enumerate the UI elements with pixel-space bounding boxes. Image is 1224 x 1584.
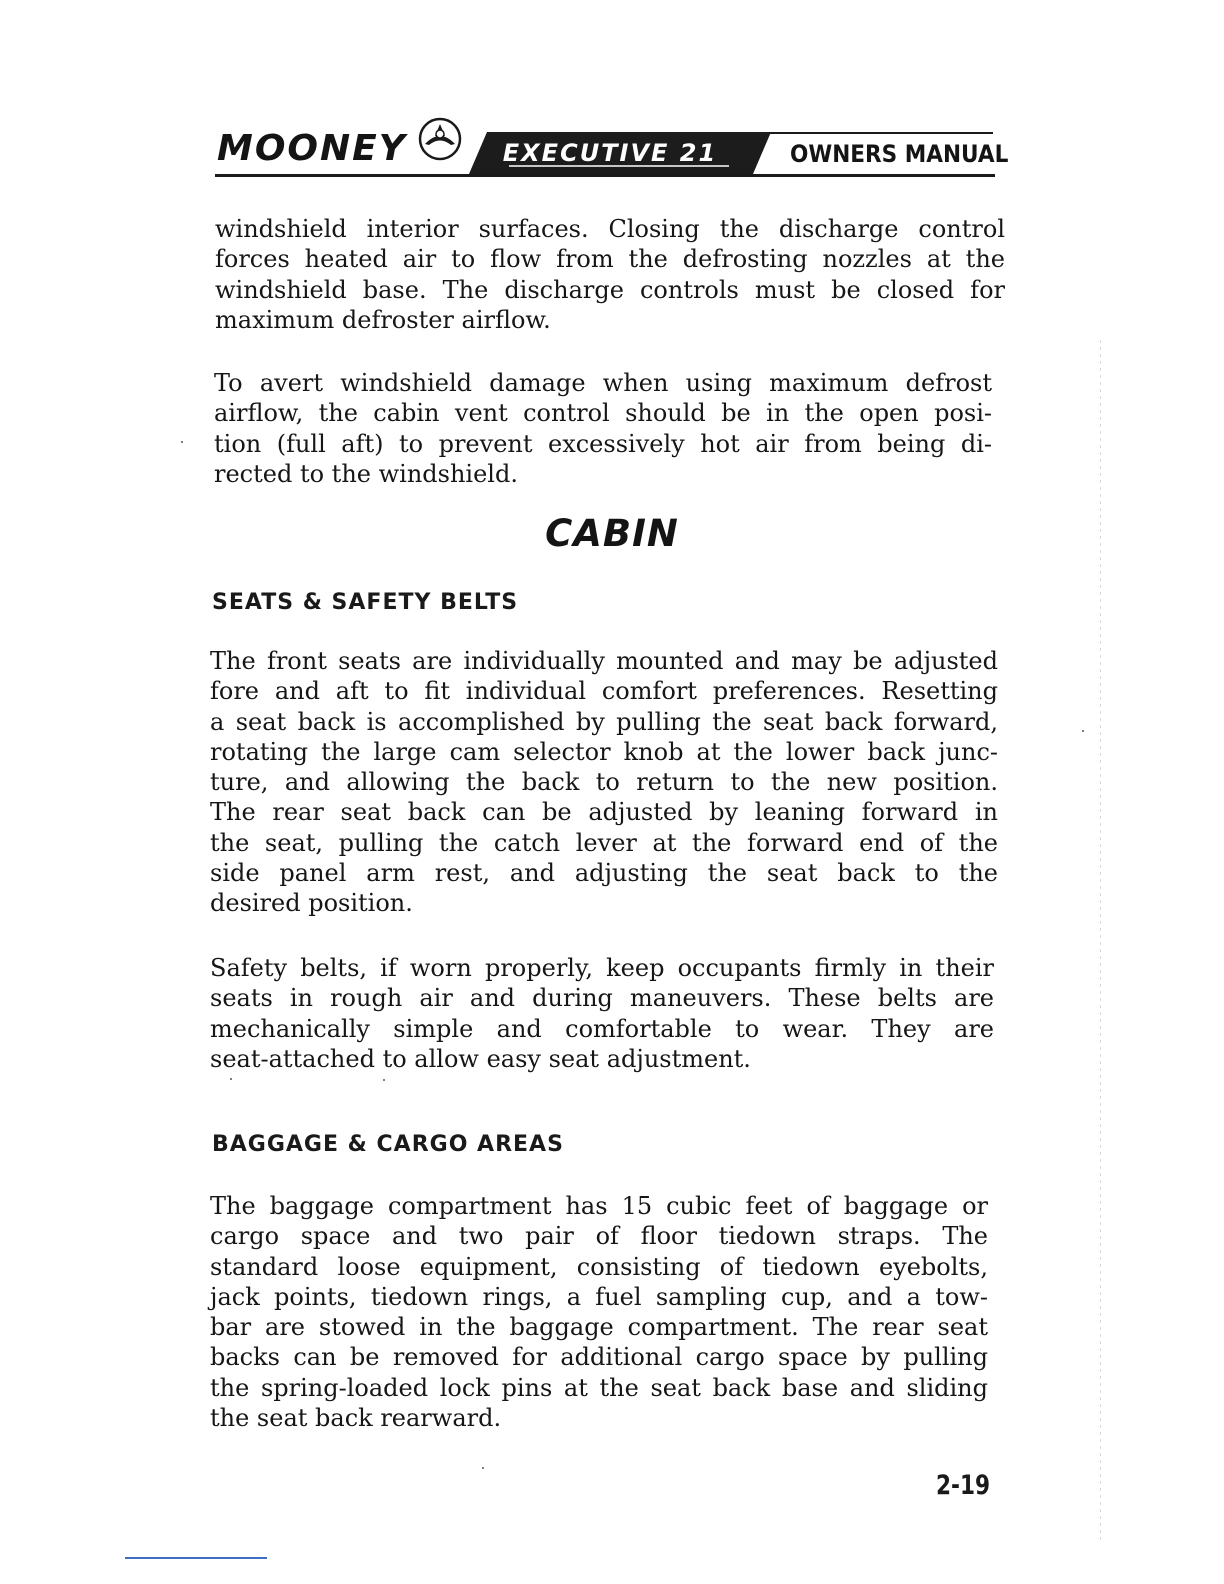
subsection-heading-seats: SEATS & SAFETY BELTS xyxy=(212,590,519,615)
scan-speck xyxy=(181,441,183,443)
text-line: the seat, pulling the catch lever at the forward end of the xyxy=(210,828,998,857)
subsection-heading-baggage: BAGGAGE & CARGO AREAS xyxy=(212,1132,564,1157)
text-line: mechanically simple and comfortable to wear. They are xyxy=(210,1014,994,1043)
scan-speck xyxy=(482,1467,484,1469)
intro-paragraph-1 xyxy=(215,214,1005,335)
text-line: Safety belts, if worn properly, keep occupants firmly in their xyxy=(210,954,994,982)
brand-name: MOONEY xyxy=(217,128,407,169)
text-line: seat-attached to allow easy seat adjustment. xyxy=(210,1044,751,1073)
scan-speck xyxy=(1082,730,1084,732)
scan-speck xyxy=(383,1079,385,1081)
page-number: 2-19 xyxy=(936,1470,991,1501)
text-line: To avert windshield damage when using maximum defrost xyxy=(214,369,992,397)
seats-paragraph-1 xyxy=(210,646,998,919)
text-line: seats in rough air and during maneuvers. These belts are xyxy=(210,984,994,1013)
scan-speck xyxy=(230,1078,232,1080)
baggage-paragraph xyxy=(210,1191,988,1433)
text-line: windshield interior surfaces. Closing the discharge control xyxy=(215,215,1005,243)
text-line: ture, and allowing the back to return to the new position. xyxy=(210,768,998,797)
text-line: fore and aft to fit individual comfort preferences. Resetting xyxy=(210,677,998,706)
text-line: rotating the large cam selector knob at the lower back junc- xyxy=(210,737,998,766)
text-line: cargo space and two pair of floor tiedown straps. The xyxy=(210,1222,988,1251)
section-title: CABIN xyxy=(545,512,679,555)
scan-edge-line xyxy=(1100,340,1101,1540)
text-line: standard loose equipment, consisting of tiedown eyebolts, xyxy=(210,1252,988,1281)
page-header xyxy=(215,110,1009,178)
text-line: jack points, tiedown rings, a fuel sampling cup, and a tow- xyxy=(210,1282,988,1311)
manual-title: OWNERS MANUAL xyxy=(790,140,1009,168)
text-line: desired position. xyxy=(210,889,413,918)
text-line: tion (full aft) to prevent excessively hot air from being di- xyxy=(214,429,992,458)
text-line: rected to the windshield. xyxy=(214,459,518,488)
model-banner xyxy=(469,132,771,174)
text-line: maximum defroster airflow. xyxy=(215,305,551,334)
text-line: side panel arm rest, and adjusting the seat back to the xyxy=(210,859,998,888)
text-line: The baggage compartment has 15 cubic feet of baggage or xyxy=(210,1192,988,1220)
text-line: airflow, the cabin vent control should be in the open posi- xyxy=(214,399,992,428)
intro-paragraph-2 xyxy=(214,368,992,489)
mooney-logo-icon xyxy=(415,114,465,164)
scan-blue-mark xyxy=(125,1557,267,1559)
text-line: the spring-loaded lock pins at the seat back base and sliding xyxy=(210,1373,988,1402)
text-line: forces heated air to flow from the defrosting nozzles at the xyxy=(215,245,1005,274)
seats-paragraph-2 xyxy=(210,953,994,1074)
text-line: bar are stowed in the baggage compartment. The rear seat xyxy=(210,1313,988,1342)
text-line: a seat back is accomplished by pulling the seat back forward, xyxy=(210,707,998,736)
text-line: The rear seat back can be adjusted by leaning forward in xyxy=(210,798,998,827)
text-line: windshield base. The discharge controls must be closed for xyxy=(215,275,1005,304)
header-rule-top xyxy=(770,132,993,134)
text-line: backs can be removed for additional cargo space by pulling xyxy=(210,1343,988,1372)
text-line: The front seats are individually mounted and may be adjusted xyxy=(210,647,998,675)
header-rule xyxy=(215,174,995,177)
text-line: the seat back rearward. xyxy=(210,1404,502,1433)
model-name: EXECUTIVE 21 xyxy=(502,139,718,167)
